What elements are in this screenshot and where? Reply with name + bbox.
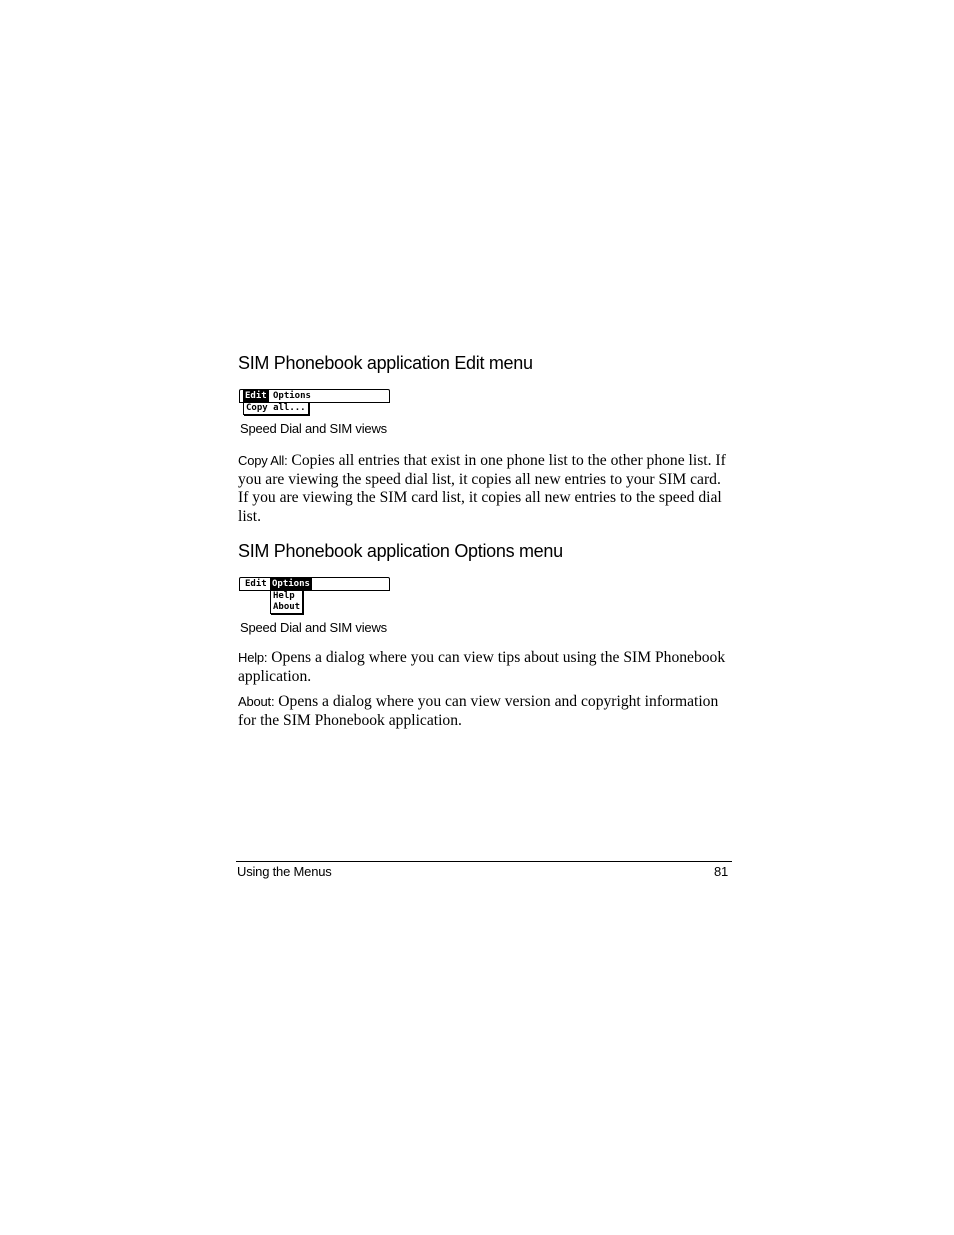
figure-caption-edit: Speed Dial and SIM views <box>240 421 387 436</box>
entry-copy-all <box>238 452 726 526</box>
menu-item-help: Help <box>273 591 295 601</box>
footer-rule <box>236 861 732 862</box>
menu-title-edit: Edit <box>245 391 267 401</box>
footer-page-number: 81 <box>714 864 729 879</box>
footer-section-title: Using the Menus <box>237 864 332 879</box>
edit-menu-bar-screenshot <box>239 389 390 403</box>
menu-item-about: About <box>273 602 301 612</box>
options-menu-bar-screenshot <box>239 577 390 591</box>
entry-text: Opens a dialog where you can view tips about using the SIM Phonebook application. <box>238 649 726 685</box>
menu-title-edit: Edit <box>245 579 267 589</box>
entry-text: Opens a dialog where you can view version and copyright information for the SIM Phonebook application. <box>238 693 719 729</box>
section-heading-edit-menu: SIM Phonebook application Edit menu <box>238 353 533 373</box>
entry-term: Copy All: <box>238 453 288 468</box>
entry-about <box>238 693 726 730</box>
entry-help <box>238 649 726 686</box>
section-heading-options-menu: SIM Phonebook application Options menu <box>238 541 563 561</box>
menu-title-options: Options <box>273 391 311 401</box>
menu-title-options: Options <box>272 579 310 589</box>
figure-caption-options: Speed Dial and SIM views <box>240 620 387 635</box>
entry-term: About: <box>238 694 275 709</box>
entry-term: Help: <box>238 650 268 665</box>
entry-text: Copies all entries that exist in one phone list to the other phone list. If you are viewing the speed dial list, it copies all new entries to your SIM card. If you are viewing the SIM card list, it copies all new entries to the speed dial list. <box>238 452 726 525</box>
options-dropdown <box>270 590 303 614</box>
edit-dropdown <box>243 402 309 415</box>
menu-item-copy-all: Copy all... <box>246 403 306 413</box>
